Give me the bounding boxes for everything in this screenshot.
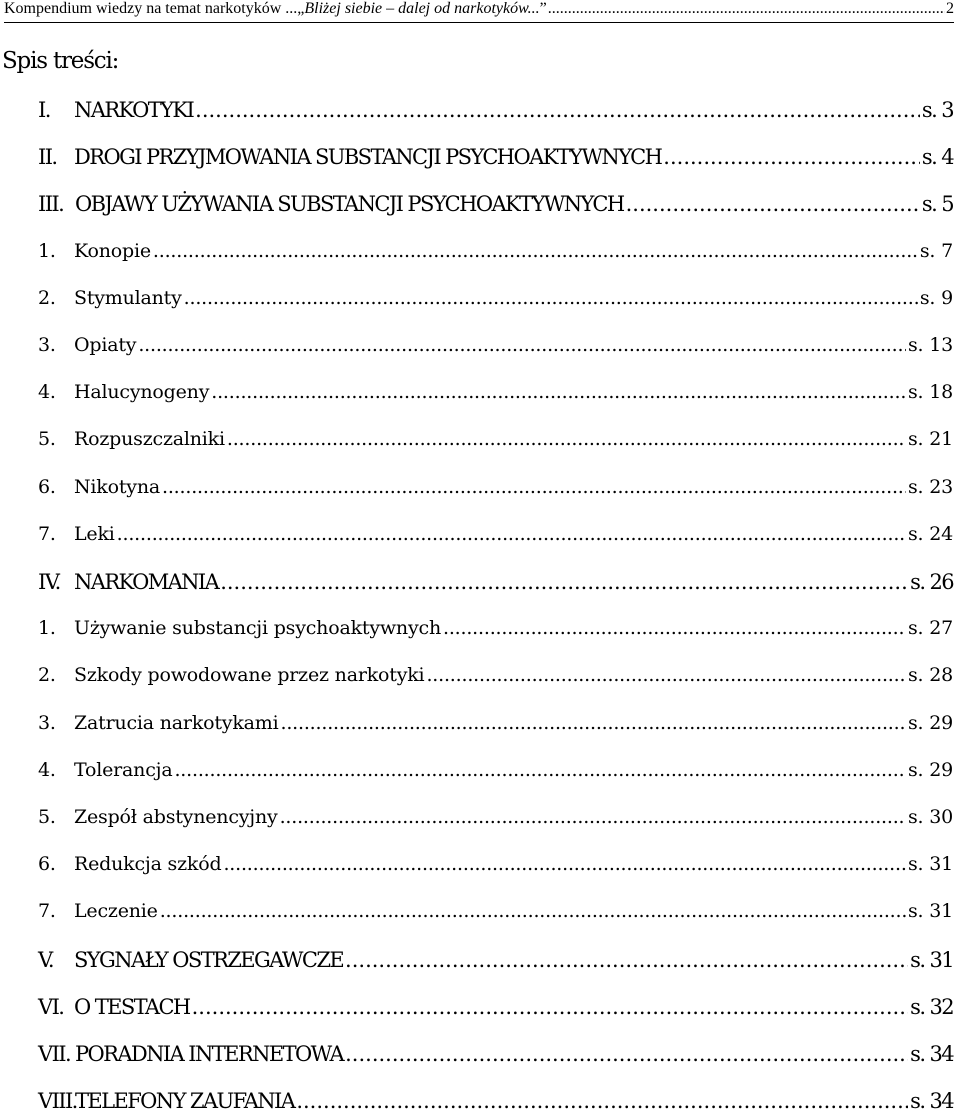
toc-entry-page: s. 13 <box>907 334 953 356</box>
toc-entry[interactable] <box>38 476 953 506</box>
header-closing-quote: ” <box>539 0 547 17</box>
toc-entry-label: NARKOMANIA <box>74 570 219 594</box>
toc-entry-page: s. 26 <box>910 570 953 594</box>
toc-entry-number: V. <box>38 947 53 972</box>
toc-entry-number: 6. <box>38 853 56 876</box>
toc-entry[interactable] <box>38 664 953 694</box>
toc-entry[interactable] <box>38 334 953 364</box>
toc-leader-dots <box>426 664 906 686</box>
header-title-italic: Bliżej siebie – dalej od narkotyków... <box>304 0 540 17</box>
toc-entry-page: s. 5 <box>921 192 953 217</box>
toc-entry-label: TELEFONY ZAUFANIA <box>75 1089 295 1114</box>
running-header <box>4 0 954 23</box>
toc-entry-label: Halucynogeny <box>74 381 210 404</box>
toc-leader-dots <box>626 192 920 216</box>
toc-leader-dots <box>195 98 920 122</box>
toc-entry-label: Leki <box>74 522 115 545</box>
toc-entry-page: s. 27 <box>907 617 953 640</box>
toc-entry-page: s. 23 <box>907 475 953 498</box>
toc-entry-page: s. 29 <box>907 711 953 734</box>
toc-entry-number: III. <box>38 192 64 217</box>
toc-leader-dots <box>174 759 906 781</box>
header-page-number: 2 <box>946 0 954 17</box>
toc-entry-label: Leczenie <box>74 900 158 923</box>
toc-entry-number: IV. <box>38 570 60 594</box>
toc-entry[interactable] <box>38 853 953 883</box>
toc-entry-page: s. 29 <box>907 758 953 781</box>
toc-entry-number: II. <box>38 145 57 170</box>
toc-entry-label: O TESTACH <box>74 994 190 1019</box>
toc-entry[interactable] <box>38 192 953 222</box>
toc-entry-number: 4. <box>38 381 56 404</box>
toc-entry[interactable] <box>38 98 953 128</box>
toc-entry-label: Rozpuszczalniki <box>74 428 225 451</box>
header-title <box>304 0 539 18</box>
toc-entry-label: PORADNIA INTERNETOWA <box>75 1042 344 1066</box>
toc-leader-dots <box>227 428 906 450</box>
toc-leader-dots <box>345 948 908 972</box>
toc-entry[interactable] <box>38 617 953 647</box>
toc-entry[interactable] <box>38 1042 953 1072</box>
toc-entry-number: 2. <box>38 664 56 687</box>
toc-entry-number: VII. <box>38 1042 71 1066</box>
toc-entry-number: VIII. <box>38 1089 77 1114</box>
toc-entry-page: s. 31 <box>907 853 953 876</box>
toc-entry-page: s. 30 <box>907 806 953 828</box>
toc-entry-label: Zespół abstynencyjny <box>74 806 278 828</box>
toc-leader-dots <box>223 853 906 875</box>
toc-entry-page: s. 4 <box>921 145 953 170</box>
toc-entry-page: s. 34 <box>910 1089 953 1114</box>
toc-leader-dots <box>663 145 920 169</box>
toc-entry[interactable] <box>38 1089 953 1119</box>
toc-entry[interactable] <box>38 287 953 317</box>
toc-entry-number: 5. <box>38 428 56 451</box>
toc-entry-page: s. 21 <box>907 428 953 451</box>
header-left-text: Kompendium wiedzy na temat narkotyków ...„ <box>4 0 305 17</box>
toc-entry-label: Szkody powodowane przez narkotyki <box>74 664 425 687</box>
toc-entry[interactable] <box>38 523 953 553</box>
toc-entry[interactable] <box>38 428 953 458</box>
toc-entry-label: Nikotyna <box>74 475 160 498</box>
toc-entry-label: Używanie substancji psychoaktywnych <box>74 617 441 640</box>
toc-entry-number: I. <box>38 98 50 122</box>
toc-entry-number: VI. <box>38 994 64 1019</box>
toc-leader-dots <box>220 570 908 594</box>
toc-entry-number: 4. <box>38 758 56 781</box>
toc-leader-dots <box>160 900 906 922</box>
toc-leader-dots <box>192 995 909 1019</box>
toc-leader-dots <box>162 476 906 498</box>
toc-entry-label: Tolerancja <box>74 758 173 781</box>
toc-entry-page: s. 24 <box>907 522 953 545</box>
toc-entry[interactable] <box>38 145 953 175</box>
toc-leader-dots <box>211 381 906 403</box>
toc-entry-label: Konopie <box>74 239 151 262</box>
toc-entry-label: OBJAWY UŻYWANIA SUBSTANCJI PSYCHOAKTYWNYCH <box>75 192 624 217</box>
toc-entry-page: s. 31 <box>910 947 953 972</box>
toc-entry-number: 5. <box>38 806 56 828</box>
toc-leader-dots <box>280 806 906 828</box>
toc-entry-page: s. 32 <box>910 994 953 1019</box>
toc-entry-label: Opiaty <box>74 334 137 356</box>
toc-entry-number: 7. <box>38 522 56 545</box>
header-leader-dots <box>548 0 945 18</box>
toc-entry-number: 2. <box>38 286 56 309</box>
toc-entry[interactable] <box>38 995 953 1025</box>
toc-entry[interactable] <box>38 900 953 930</box>
toc-heading: Spis treści: <box>2 48 119 74</box>
toc-entry[interactable] <box>38 948 953 978</box>
toc-entry-number: 7. <box>38 900 56 923</box>
toc-entry-page: s. 9 <box>919 286 953 309</box>
toc-entry-page: s. 28 <box>907 664 953 687</box>
toc-entry-page: s. 3 <box>921 98 953 122</box>
toc-entry-label: SYGNAŁY OSTRZEGAWCZE <box>74 947 344 972</box>
toc-entry-number: 1. <box>38 239 56 262</box>
toc-entry-number: 3. <box>38 711 56 734</box>
toc-leader-dots <box>345 1042 908 1066</box>
toc-entry[interactable] <box>38 240 953 270</box>
toc-entry-label: Stymulanty <box>74 286 182 309</box>
toc-entry-page: s. 7 <box>919 239 953 262</box>
toc-entry-label: Zatrucia narkotykami <box>74 711 279 734</box>
toc-entry-label: DROGI PRZYJMOWANIA SUBSTANCJI PSYCHOAKTYWNYCH <box>74 145 662 170</box>
toc-entry-page: s. 31 <box>907 900 953 923</box>
toc-entry-number: 6. <box>38 475 56 498</box>
toc-entry-label: NARKOTYKI <box>74 98 194 122</box>
toc-leader-dots <box>153 240 918 262</box>
toc-leader-dots <box>296 1089 908 1113</box>
toc-leader-dots <box>443 617 906 639</box>
toc-entry-page: s. 18 <box>907 381 953 404</box>
toc-entry[interactable] <box>38 712 953 742</box>
toc-entry[interactable] <box>38 759 953 789</box>
toc-entry[interactable] <box>38 570 953 600</box>
toc-leader-dots <box>117 523 906 545</box>
toc-leader-dots <box>184 287 918 309</box>
toc-entry-number: 3. <box>38 334 56 356</box>
toc-entry[interactable] <box>38 806 953 836</box>
toc-leader-dots <box>138 334 906 356</box>
toc-leader-dots <box>280 712 906 734</box>
toc-entry-page: s. 34 <box>910 1042 953 1066</box>
toc-entry-label: Redukcja szkód <box>74 853 222 876</box>
toc-entry-number: 1. <box>38 617 56 640</box>
toc-entry[interactable] <box>38 381 953 411</box>
